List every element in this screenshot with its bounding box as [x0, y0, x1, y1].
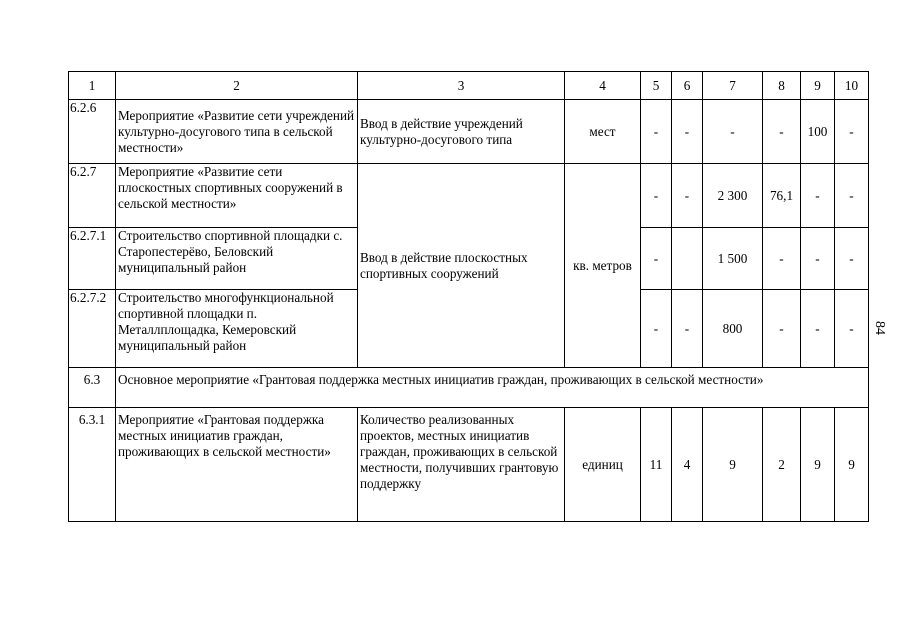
unit-cell: мест [565, 100, 641, 164]
table-row [69, 100, 869, 164]
main-activity-name: Основное мероприятие «Грантовая поддержка местных инициатив граждан, проживающих в сельской местности» [116, 368, 869, 408]
value-cell: 2 300 [703, 164, 763, 228]
value-cell: - [801, 290, 835, 368]
value-cell: 800 [703, 290, 763, 368]
header-row [69, 72, 869, 100]
value-cell: 1 500 [703, 228, 763, 290]
value-cell: - [641, 164, 672, 228]
col-header: 6 [672, 72, 703, 100]
activity-name: Мероприятие «Развитие сети плоскостных спортивных сооружений в сельской местности» [116, 164, 358, 228]
col-header: 4 [565, 72, 641, 100]
col-header: 3 [358, 72, 565, 100]
activity-name: Мероприятие «Развитие сети учреждений культурно-досугового типа в сельской местности» [116, 100, 358, 164]
value-cell: 100 [801, 100, 835, 164]
table-row [69, 368, 869, 408]
row-number: 6.3 [69, 368, 116, 408]
col-header: 7 [703, 72, 763, 100]
value-cell: 9 [801, 408, 835, 522]
value-cell: - [763, 100, 801, 164]
value-cell: 11 [641, 408, 672, 522]
activity-name: Строительство спортивной площадки с. Старопестерёво, Беловский муниципальный район [116, 228, 358, 290]
col-header: 5 [641, 72, 672, 100]
value-cell: - [641, 100, 672, 164]
page-number: 84 [872, 321, 887, 335]
row-number: 6.3.1 [69, 408, 116, 522]
activity-name: Мероприятие «Грантовая поддержка местных инициатив граждан, проживающих в сельской местности» [116, 408, 358, 522]
col-header: 2 [116, 72, 358, 100]
table-row [69, 408, 869, 522]
value-cell: - [801, 228, 835, 290]
value-cell: 2 [763, 408, 801, 522]
row-number: 6.2.6 [69, 100, 116, 164]
value-cell: - [835, 100, 869, 164]
value-cell: - [835, 228, 869, 290]
value-cell [672, 228, 703, 290]
value-cell: - [672, 100, 703, 164]
value-cell: - [672, 290, 703, 368]
activity-name: Строительство многофункциональной спортивной площадки п. Металлплощадка, Кемеровский муниципальный район [116, 290, 358, 368]
row-number: 6.2.7 [69, 164, 116, 228]
value-cell: - [672, 164, 703, 228]
value-cell: - [763, 228, 801, 290]
value-cell: - [641, 228, 672, 290]
value-cell: 4 [672, 408, 703, 522]
unit-cell: единиц [565, 408, 641, 522]
value-cell: - [763, 290, 801, 368]
value-cell: - [835, 164, 869, 228]
indicator-name: Количество реализованных проектов, местных инициатив граждан, проживающих в сельской местности, получивших грантовую поддержку [358, 408, 565, 522]
value-cell: 9 [703, 408, 763, 522]
row-number: 6.2.7.1 [69, 228, 116, 290]
indicator-name: Ввод в действие учреждений культурно-досугового типа [358, 100, 565, 164]
row-number: 6.2.7.2 [69, 290, 116, 368]
value-cell: - [703, 100, 763, 164]
indicator-name: Ввод в действие плоскостных спортивных сооружений [358, 164, 565, 368]
value-cell: - [801, 164, 835, 228]
col-header: 1 [69, 72, 116, 100]
value-cell: 76,1 [763, 164, 801, 228]
value-cell: - [835, 290, 869, 368]
col-header: 8 [763, 72, 801, 100]
col-header: 10 [835, 72, 869, 100]
value-cell: - [641, 290, 672, 368]
value-cell: 9 [835, 408, 869, 522]
unit-cell: кв. метров [565, 164, 641, 368]
col-header: 9 [801, 72, 835, 100]
table-row [69, 164, 869, 228]
program-indicators-table [68, 71, 869, 522]
